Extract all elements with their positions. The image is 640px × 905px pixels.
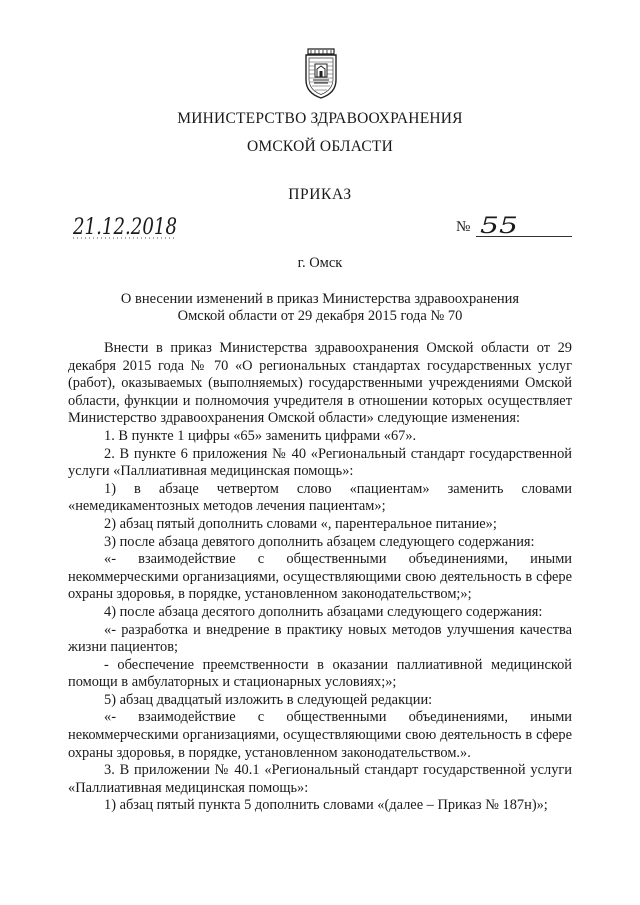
body-paragraph: 2) абзац пятый дополнить словами «, парентеральное питание»;	[104, 515, 497, 532]
body-paragraph: 4) после абзаца десятого дополнить абзацами следующего содержания:	[104, 603, 543, 620]
subject-line2: Омской области от 29 декабря 2015 года № 70	[177, 308, 463, 325]
ministry-name-line1: МИНИСТЕРСТВО ЗДРАВООХРАНЕНИЯ	[177, 110, 463, 127]
body-paragraph: - обеспечение преемственности в оказании паллиативной медицинской помощи в амбулаторных и стационарных условиях;»;	[68, 656, 572, 691]
document-type: ПРИКАЗ	[288, 186, 352, 203]
handwritten-number	[478, 211, 522, 239]
body-paragraph: Внести в приказ Министерства здравоохранения Омской области от 29 декабря 2015 года № 70 «О региональных стандартах государственных услуг (работ), оказываемых (выполняемых) государственными учреждениями Омской области, функции и полномочия учредителя в отношении которых осуществляет Министерство здравоохранения Омской области» следующие изменения:	[68, 340, 572, 427]
ministry-name-line2: ОМСКОЙ ОБЛАСТИ	[247, 138, 393, 155]
body-paragraph: 5) абзац двадцатый изложить в следующей редакции:	[104, 691, 433, 708]
body-paragraph: 1) в абзаце четвертом слово «пациентам» заменить словами «немедикаментозных методов лечения пациентам»;	[68, 480, 572, 515]
number-text: 55	[480, 214, 518, 239]
city: г. Омск	[297, 255, 343, 271]
subject-line1: О внесении изменений в приказ Министерства здравоохранения	[120, 291, 520, 307]
handwritten-date	[71, 212, 181, 242]
date-text: 21.12.2018	[72, 215, 177, 240]
order-body	[68, 340, 572, 815]
body-paragraph: 3) после абзаца девятого дополнить абзацем следующего содержания:	[104, 533, 535, 550]
body-paragraph: 1. В пункте 1 цифры «65» заменить цифрами «67».	[104, 427, 417, 444]
body-paragraph: «- взаимодействие с общественными объединениями, иными некоммерческими организациями, осуществляющими свою деятельность в сфере охраны здоровья, в порядке, установленном законодательством.».	[68, 709, 572, 761]
body-paragraph: «- разработка и внедрение в практику новых методов улучшения качества жизни пациентов;	[68, 621, 572, 656]
body-paragraph: 1) абзац пятый пункта 5 дополнить словами «(далее – Приказ № 187н)»;	[104, 797, 548, 814]
body-paragraph: 3. В приложении № 40.1 «Региональный стандарт государственной услуги «Паллиативная медицинская помощь»:	[68, 762, 572, 796]
body-paragraph: 2. В пункте 6 приложения № 40 «Региональный стандарт государственной услуги «Паллиативная медицинская помощь»:	[68, 445, 572, 480]
omsk-coat-of-arms-icon	[302, 46, 340, 100]
order-subject	[70, 291, 570, 326]
number-label: №	[456, 219, 471, 235]
body-paragraph: «- взаимодействие с общественными объединениями, иными некоммерческими организациями, осуществляющими свою деятельность в сфере охраны здоровья, в порядке, установленном законодательством;»;	[68, 551, 572, 603]
